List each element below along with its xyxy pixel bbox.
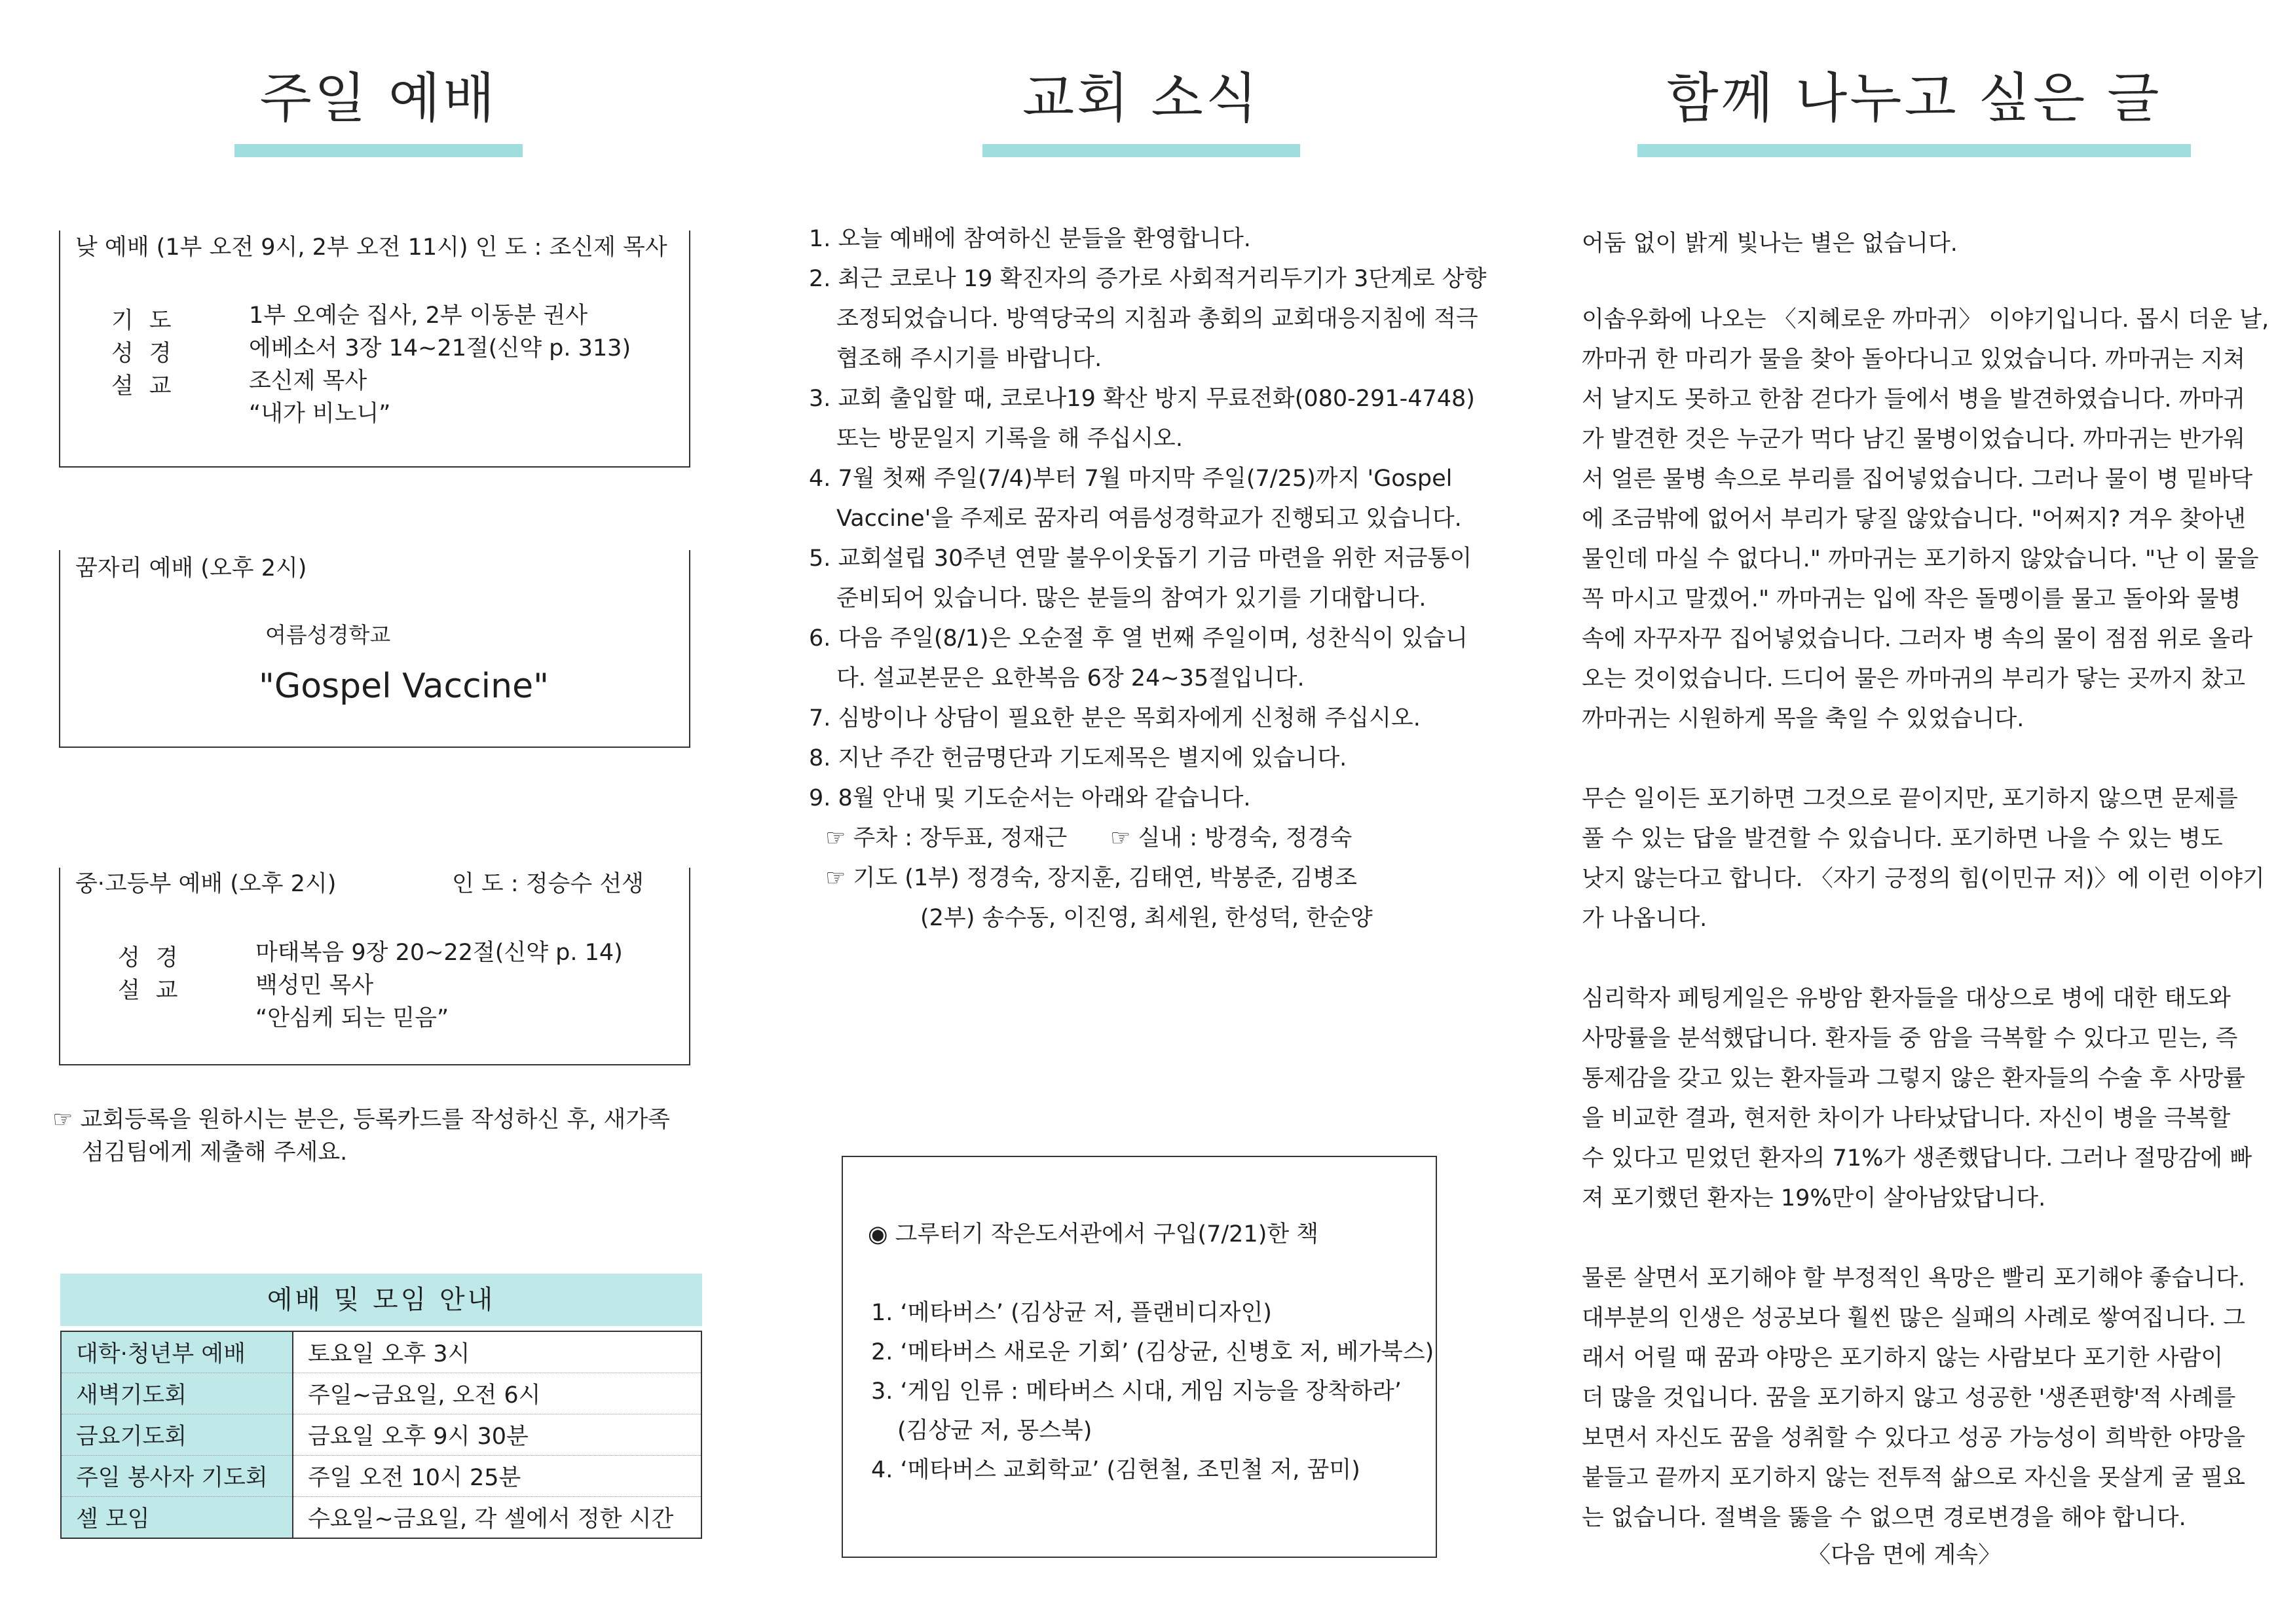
schedule-value: 금요일 오후 9시 30분 bbox=[293, 1414, 701, 1456]
schedule-value: 수요일~금요일, 각 셀에서 정한 시간 bbox=[293, 1497, 701, 1539]
youth-sermon-title: “안심케 되는 믿음” bbox=[255, 1005, 449, 1031]
schedule-table bbox=[60, 1331, 702, 1539]
list-item: 3. 교회 출입할 때, 코로나19 확산 방지 무료전화(080-291-4748) bbox=[809, 386, 1475, 412]
essay-line: 져 포기했던 환자는 19%만이 살아남았답니다. bbox=[1582, 1185, 2046, 1211]
dream-service-title: 꿈자리 예배 (오후 2시) bbox=[75, 555, 307, 581]
heading-underline bbox=[982, 144, 1300, 157]
sermon-title: “내가 비노니” bbox=[249, 401, 391, 427]
essay-line: 서 날지도 못하고 한참 걷다가 들에서 병을 발견하였습니다. 까마귀 bbox=[1582, 386, 2246, 413]
essay-line: 까마귀는 시원하게 목을 축일 수 있었습니다. bbox=[1582, 706, 2024, 732]
schedule-key: 셀 모임 bbox=[61, 1497, 293, 1539]
essay-line: 붙들고 끝까지 포기하지 않는 전투적 삶으로 자신을 못살게 굴 필요 bbox=[1582, 1465, 2246, 1491]
essay-line: 더 많을 것입니다. 꿈을 포기하지 않고 성공한 '생존편향'적 사례를 bbox=[1582, 1385, 2236, 1411]
essay-line: 래서 어릴 때 꿈과 야망은 포기하지 않는 사람보다 포기한 사람이 bbox=[1582, 1345, 2224, 1371]
table-row bbox=[61, 1373, 701, 1414]
list-item: 4. 7월 첫째 주일(7/4)부터 7월 마지막 주일(7/25)까지 'Gospel bbox=[809, 466, 1453, 492]
essay-line: 까마귀 한 마리가 물을 찾아 돌아다니고 있었습니다. 까마귀는 지쳐 bbox=[1582, 346, 2246, 373]
continued-note: 〈다음 면에 계속〉 bbox=[1808, 1542, 2002, 1568]
essay-line: 물인데 마실 수 없다니." 까마귀는 포기하지 않았습니다. "난 이 물을 bbox=[1582, 546, 2259, 572]
youth-service-title: 중·고등부 예배 (오후 2시) bbox=[75, 871, 337, 897]
list-item: 6. 다음 주일(8/1)은 오순절 후 열 번째 주일이며, 성찬식이 있습니 bbox=[809, 625, 1468, 652]
books-title: ◉ 그루터기 작은도서관에서 구입(7/21)한 책 bbox=[868, 1221, 1319, 1247]
schedule-value: 주일 오전 10시 25분 bbox=[293, 1456, 701, 1497]
schedule-title: 예배 및 모임 안내 bbox=[60, 1274, 702, 1326]
sermon-label: 설교 bbox=[111, 373, 187, 399]
essay-line: 어둠 없이 밝게 빛나는 별은 없습니다. bbox=[1582, 231, 1958, 257]
news-heading bbox=[982, 67, 1300, 130]
worship-column bbox=[46, 0, 707, 1624]
essay-line: 이솝우화에 나오는 〈지혜로운 까마귀〉 이야기입니다. 몹시 더운 날, bbox=[1582, 306, 2269, 333]
book-item: (김상균 저, 몽스북) bbox=[897, 1418, 1092, 1444]
essay-line: 사망률을 분석했답니다. 환자들 중 암을 극복할 수 있다고 믿는, 즉 bbox=[1582, 1025, 2238, 1052]
list-item: 준비되어 있습니다. 많은 분들의 참여가 있기를 기대합니다. bbox=[836, 585, 1427, 612]
list-item: 다. 설교본문은 요한복음 6장 24~35절입니다. bbox=[836, 665, 1305, 692]
heading-text: 함께 나누고 싶은 글 bbox=[1666, 67, 2162, 130]
essay-line: 가 나옵니다. bbox=[1582, 906, 1707, 932]
essay-line: 을 비교한 결과, 현저한 차이가 나타났답니다. 자신이 병을 극복할 bbox=[1582, 1105, 2231, 1132]
sermon-value: 조신제 목사 bbox=[249, 368, 367, 394]
table-row bbox=[61, 1456, 701, 1497]
schedule-key: 대학·청년부 예배 bbox=[61, 1331, 293, 1373]
essay-line: 물론 살면서 포기해야 할 부정적인 욕망은 빨리 포기해야 좋습니다. bbox=[1582, 1265, 2246, 1291]
essay-line: 오는 것이었습니다. 드디어 물은 까마귀의 부리가 닿는 곳까지 찼고 bbox=[1582, 666, 2246, 692]
scripture-value: 에베소서 3장 14~21절(신약 p. 313) bbox=[249, 335, 631, 361]
list-item: ☞ 주차 : 장두표, 정재근 bbox=[825, 825, 1068, 851]
register-note-line2: 섬김팀에게 제출해 주세요. bbox=[82, 1139, 348, 1166]
list-item: 협조해 주시기를 바랍니다. bbox=[836, 346, 1102, 372]
list-item: 1. 오늘 예배에 참여하신 분들을 환영합니다. bbox=[809, 226, 1251, 252]
vbs-subtitle: 여름성경학교 bbox=[265, 622, 391, 648]
book-item: 4. ‘메타버스 교회학교’ (김현철, 조민철 저, 꿈미) bbox=[871, 1457, 1360, 1483]
book-item: 3. ‘게임 인류 : 메타버스 시대, 게임 지능을 장착하라’ bbox=[871, 1378, 1402, 1405]
heading-text: 교회 소식 bbox=[1022, 67, 1260, 130]
essay-column bbox=[1582, 0, 2269, 1624]
youth-leader: 인 도 : 정승수 선생 bbox=[452, 871, 644, 897]
youth-sermon-label: 설교 bbox=[118, 978, 194, 1004]
essay-line: 꼭 마시고 말겠어." 까마귀는 입에 작은 돌멩이를 물고 돌아와 물병 bbox=[1582, 586, 2241, 612]
heading-underline bbox=[234, 144, 523, 157]
heading-text: 주일 예배 bbox=[259, 67, 498, 130]
book-item: 2. ‘메타버스 새로운 기회’ (김상균, 신병호 저, 베가북스) bbox=[871, 1339, 1434, 1365]
schedule-value: 토요일 오후 3시 bbox=[293, 1331, 701, 1373]
scripture-label: 성경 bbox=[111, 341, 187, 367]
essay-line: 는 없습니다. 절벽을 뚫을 수 없으면 경로변경을 해야 합니다. bbox=[1582, 1505, 2186, 1531]
list-item: 8. 지난 주간 헌금명단과 기도제목은 별지에 있습니다. bbox=[809, 745, 1347, 771]
register-note-line1: ☞ 교회등록을 원하시는 분은, 등록카드를 작성하신 후, 새가족 bbox=[52, 1107, 670, 1133]
news-column bbox=[809, 0, 1493, 1624]
list-item: 또는 방문일지 기록을 해 주십시오. bbox=[836, 426, 1183, 452]
list-item: 2. 최근 코로나 19 확진자의 증가로 사회적거리두기가 3단계로 상향 bbox=[809, 266, 1487, 292]
youth-scripture-label: 성경 bbox=[118, 945, 194, 971]
essay-line: 풀 수 있는 답을 발견할 수 있습니다. 포기하면 나을 수 있는 병도 bbox=[1582, 826, 2223, 852]
essay-line: 심리학자 페팅게일은 유방암 환자들을 대상으로 병에 대한 태도와 bbox=[1582, 986, 2231, 1012]
essay-line: 무슨 일이든 포기하면 그것으로 끝이지만, 포기하지 않으면 문제를 bbox=[1582, 786, 2238, 812]
book-item: 1. ‘메타버스’ (김상균 저, 플랜비디자인) bbox=[871, 1300, 1272, 1326]
youth-sermon-value: 백성민 목사 bbox=[255, 972, 374, 999]
prayer-value: 1부 오예순 집사, 2부 이동분 권사 bbox=[249, 303, 588, 329]
essay-line: 통제감을 갖고 있는 환자들과 그렇지 않은 환자들의 수술 후 사망률 bbox=[1582, 1065, 2246, 1092]
table-row bbox=[61, 1331, 701, 1373]
essay-line: 서 얼른 물병 속으로 부리를 집어넣었습니다. 그러나 물이 병 밑바닥 bbox=[1582, 466, 2253, 492]
day-service-title: 낮 예배 (1부 오전 9시, 2부 오전 11시) 인 도 : 조신제 목사 bbox=[75, 234, 667, 261]
list-item: 7. 심방이나 상담이 필요한 분은 목회자에게 신청해 주십시오. bbox=[809, 705, 1421, 731]
table-row bbox=[61, 1497, 701, 1539]
essay-line: 보면서 자신도 꿈을 성취할 수 있다고 성공 가능성이 희박한 야망을 bbox=[1582, 1425, 2246, 1451]
essay-line: 가 발견한 것은 누군가 먹다 남긴 물병이었습니다. 까마귀는 반가워 bbox=[1582, 426, 2246, 452]
heading-underline bbox=[1637, 144, 2191, 157]
schedule-key: 금요기도회 bbox=[61, 1414, 293, 1456]
list-item: 9. 8월 안내 및 기도순서는 아래와 같습니다. bbox=[809, 785, 1251, 811]
list-item: Vaccine'을 주제로 꿈자리 여름성경학교가 진행되고 있습니다. bbox=[836, 506, 1462, 532]
worship-heading bbox=[234, 67, 523, 130]
essay-line: 대부분의 인생은 성공보다 훨씬 많은 실패의 사례로 쌓여집니다. 그 bbox=[1582, 1305, 2246, 1331]
schedule-value: 주일~금요일, 오전 6시 bbox=[293, 1373, 701, 1414]
essay-line: 낫지 않는다고 합니다. 〈자기 긍정의 힘(이민규 저)〉에 이런 이야기 bbox=[1582, 866, 2265, 892]
schedule-key: 주일 봉사자 기도회 bbox=[61, 1456, 293, 1497]
essay-line: 수 있다고 믿었던 환자의 71%가 생존했답니다. 그러나 절망감에 빠 bbox=[1582, 1145, 2252, 1172]
essay-line: 속에 자꾸자꾸 집어넣었습니다. 그러자 병 속의 물이 점점 위로 올라 bbox=[1582, 626, 2253, 652]
table-row bbox=[61, 1414, 701, 1456]
youth-scripture-value: 마태복음 9장 20~22절(신약 p. 14) bbox=[255, 940, 623, 966]
list-item: (2부) 송수동, 이진영, 최세원, 한성덕, 한순양 bbox=[920, 905, 1373, 931]
essay-heading bbox=[1637, 67, 2191, 130]
essay-line: 에 조금밖에 없어서 부리가 닿질 않았습니다. "어쩌지? 겨우 찾아낸 bbox=[1582, 506, 2246, 532]
vbs-theme: "Gospel Vaccine" bbox=[259, 667, 549, 706]
list-item: 조정되었습니다. 방역당국의 지침과 총회의 교회대응지침에 적극 bbox=[836, 306, 1478, 332]
schedule-key: 새벽기도회 bbox=[61, 1373, 293, 1414]
list-item: ☞ 기도 (1부) 정경숙, 장지훈, 김태연, 박봉준, 김병조 bbox=[825, 865, 1357, 891]
prayer-label: 기도 bbox=[111, 308, 187, 334]
list-item: ☞ 실내 : 방경숙, 정경숙 bbox=[1110, 825, 1353, 851]
list-item: 5. 교회설립 30주년 연말 불우이웃돕기 기금 마련을 위한 저금통이 bbox=[809, 545, 1472, 572]
